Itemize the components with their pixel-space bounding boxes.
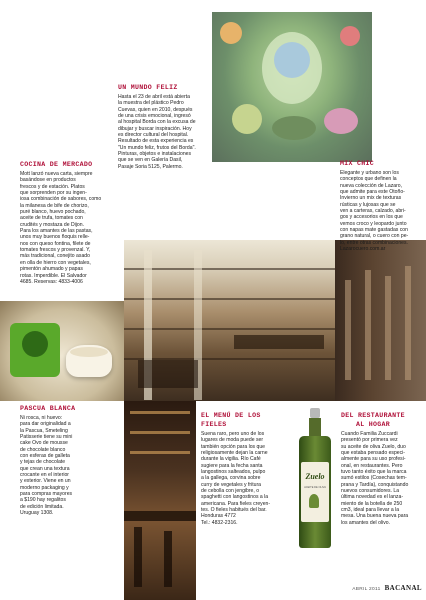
pascua-line: cake Ovo de mousse (20, 440, 68, 447)
pascua-line: y exterior. Viene en un (20, 478, 71, 485)
menu-line: durante la vigilia. Río Café (201, 456, 261, 463)
cocina-line: nos con queso fontina, filete de (20, 240, 91, 247)
menu-line: langostinos salteados, pulpo (201, 469, 266, 476)
restaurante-line: Cuando Familia Zuccardi (341, 431, 398, 437)
cocina-line: 4685. Reservas: 4833-4006 (20, 278, 83, 285)
menu-line: Tel.: 4832-2316. (201, 519, 238, 526)
mundo-title: UN MUNDO FELIZ (118, 84, 178, 91)
menu-line: religiosamente dejan la carne (201, 450, 268, 457)
restaurante-title-line1: DEL RESTAURANTE (341, 412, 405, 419)
mix-line: vemos croco y leopardo junto (340, 220, 407, 227)
mundo-line: Pinturas, objetos e instalaciones (118, 151, 192, 158)
cocina-body (20, 171, 124, 285)
mix-body (340, 170, 426, 252)
mundo-body (118, 94, 238, 170)
pascua-line: Patisserie tiene su mini (20, 434, 73, 441)
menu-line: Honduras 4772 (201, 513, 236, 520)
menu-line: tes. O fieles habitués del bar. (201, 507, 267, 514)
menu-line: de cebolla con jengibre, o (201, 488, 260, 495)
restaurante-line: sumó estilos (Cosechas tem- (341, 475, 407, 482)
menu-line: lugares de moda puede ser (201, 437, 264, 444)
cocina-line: pimentón ahumado y papas (20, 266, 83, 273)
mix-line: gos y accesorios en los que (340, 214, 403, 221)
restaurante-line: mesa. Una buena nueva para (341, 513, 409, 520)
tree-icon (309, 494, 319, 508)
restaurante-line: su aceite de oliva Zuelo, duo (341, 443, 406, 450)
menu-line: sugiere para la fecha santa (201, 462, 263, 469)
mundo-line: al hospital Borda con la excusa de (118, 119, 196, 126)
cocina-title: COCINA DE MERCADO (20, 161, 93, 168)
pascua-line: de chocolate blanco (20, 446, 66, 453)
pascua-line: a $190 hay regalitos (20, 497, 66, 504)
footer-month: ABRIL 2011 (352, 587, 381, 592)
pascua-title: PASCUA BLANCA (20, 405, 76, 412)
olive-oil-bottle-image (290, 402, 338, 552)
restaurante-line: los amantes del olivo. (341, 519, 390, 526)
mix-line: con napas mate gastadas con (340, 227, 408, 234)
page-footer (330, 584, 422, 594)
cocina-line: tomates frescos y provenzal. Y, (20, 247, 91, 254)
pascua-line: moderno packaging y (20, 484, 69, 491)
cocina-line: basándose en productos (20, 177, 76, 184)
cocina-line: puré blanco, huevo pochado, (20, 209, 86, 216)
menu-line: Suena raro, pero uno de los (201, 431, 265, 437)
cocina-line: en olla de hierro con vegetales, (20, 259, 91, 266)
restaurante-line: nuevos consumidores. La (341, 488, 400, 495)
menu-line: curry de vegetales y fritura (201, 481, 262, 488)
cocina-line: Mott lanzó nueva carta, siempre (20, 171, 93, 177)
mix-line: nueva colección de Lazaro, (340, 182, 403, 189)
menu-line: spaghetti con langostinos a la (201, 494, 269, 501)
mix-line: grano natural, o cuero con pe- (340, 233, 409, 240)
restaurante-line: tuvo tanto éxito que la marca (341, 469, 407, 476)
mundo-line: dibujar y buscar inspiración. Hoy (118, 125, 192, 132)
pascua-line: Ni rosca, ni huevo: (20, 415, 63, 421)
mix-line: Elegante y urbano son los (340, 170, 399, 176)
mix-line: ven a carteras, calzado, abri- (340, 208, 406, 215)
mix-line: Lazarocuero.com.ar (340, 246, 386, 253)
restaurante-line: presentó por primera vez (341, 437, 398, 444)
menu-line: americana. Para fieles creyen- (201, 500, 271, 507)
cocina-line: que sorprenden por su ingen- (20, 190, 87, 197)
mundo-line: "Un mundo feliz, frutos del Borda". (118, 144, 196, 151)
mix-line: conceptos que definen la (340, 176, 397, 183)
mundo-line: Pasaje Soria 5125, Palermo. (118, 163, 183, 170)
mundo-line: Resultado de esta experiencia es (118, 138, 194, 145)
cocina-line: frescos y de estación. Platos (20, 183, 85, 190)
cocina-line: la milanesa de bife de chorizo, (20, 202, 89, 209)
mundo-line: que se ven en Galería Dasil, (118, 157, 183, 164)
restaurante-line: onal, en restaurantes. Pero (341, 462, 403, 469)
pascua-line: y tejas de chocolate (20, 459, 66, 466)
restaurant-interior-photo (124, 240, 335, 401)
menu-line: también opción para los que (201, 443, 265, 450)
restaurante-line: que estaba pensado especi- (341, 450, 406, 457)
bottle-label (301, 462, 329, 522)
mix-title: MIX CHIC (340, 160, 375, 167)
restaurante-line: almente para su uso profesi- (341, 456, 406, 463)
menu-body (201, 431, 289, 526)
cocina-line: rotas. Imperdible. El Salvador (20, 272, 87, 279)
mini-cake-photo (0, 301, 124, 401)
cocina-line: Para los amantes de las pastas, (20, 228, 93, 235)
pascua-line: de edición limitada. (20, 503, 64, 510)
menu-title-line1: EL MENÚ DE LOS (201, 412, 261, 419)
pascua-line: para compras mayores (20, 491, 73, 498)
boutique-photo (335, 240, 426, 401)
pascua-line: Uruguay 1308. (20, 510, 54, 517)
cocina-line: aceite de trufa, tomates con (20, 215, 83, 222)
cocina-line: iosa combinación de sabores, como (20, 196, 102, 203)
mix-line: lo, entre otras combinaciones. (340, 239, 408, 246)
pascua-line: con esferas de galleta (20, 453, 70, 460)
mundo-line: Cuevas, quien en 2010, después (118, 106, 193, 113)
pascua-line: que crean una textura (20, 465, 70, 472)
mundo-line: Hasta el 23 de abril está abierta (118, 94, 190, 100)
menu-line: a la gallega, corvina sobre (201, 475, 261, 482)
pascua-line: la Pascua, Smeteling (20, 427, 68, 434)
restaurante-line: última novedad es el lanza- (341, 494, 404, 501)
mix-line: que admite para este Otoño- (340, 189, 405, 196)
footer-magazine: BACANAL (384, 584, 422, 592)
mundo-line: de una crisis emocional, ingresó (118, 113, 191, 120)
mix-line: rústicas y lujosas que se (340, 201, 396, 208)
bottle-subtitle: ACEITE DE OLIVA (304, 486, 326, 489)
menu-title-line2: FIELES (201, 421, 227, 428)
pascua-line: crocante en el interior (20, 472, 69, 479)
bar-photo (124, 401, 196, 600)
restaurante-body (341, 431, 426, 526)
pascua-line: para dar originalidad a (20, 421, 71, 428)
restaurante-line: miento de la botella de 250 (341, 500, 403, 507)
pascua-body (20, 415, 124, 517)
mundo-line: es director cultural del hospital. (118, 132, 189, 139)
cocina-line: crudités y mostaza de Dijon. (20, 221, 84, 228)
cocina-line: unos muy buenos ñoquis relle- (20, 234, 90, 241)
mix-line: Invierno un mix de texturas (340, 195, 402, 202)
restaurante-line: prana y Tardía), conquistando (341, 481, 409, 488)
cocina-line: más tradicional, conejito asado (20, 253, 90, 260)
restaurante-line: cm3, ideal para llevar a la (341, 507, 400, 514)
restaurante-title-line2: AL HOGAR (356, 421, 391, 428)
bottle-brand: Zuelo (305, 472, 325, 481)
mundo-line: la muestra del plástico Pedro (118, 100, 184, 107)
